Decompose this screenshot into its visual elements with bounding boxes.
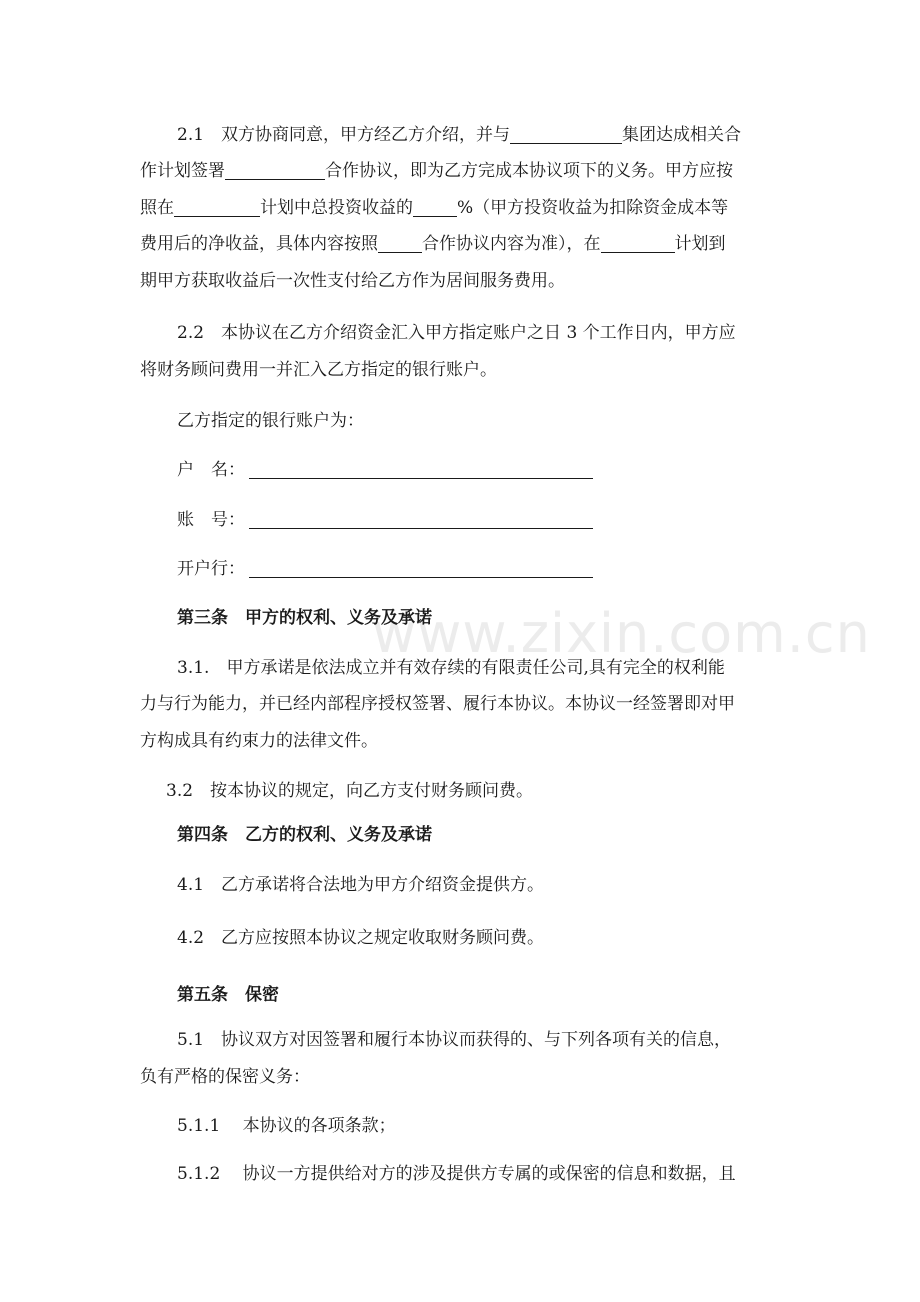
clause-4-2: 4.2 乙方应按照本协议之规定收取财务顾问费。 — [177, 928, 545, 948]
blank-field-group[interactable] — [510, 123, 622, 144]
clause-2-2-line-1: 2.2 本协议在乙方介绍资金汇入甲方指定账户之日 3 个工作日内，甲方应 — [177, 323, 736, 343]
bank-name-row — [177, 458, 785, 482]
clause-text: 计划到 — [674, 234, 726, 254]
clause-text: 集团达成相关合 — [622, 125, 742, 145]
bank-account-label: 账 号： — [177, 510, 245, 530]
clause-2-1-line-2 — [140, 159, 785, 183]
blank-field-plan-2[interactable] — [601, 232, 675, 253]
blank-field-agreement-2[interactable] — [378, 232, 422, 253]
clause-text: %（甲方投资收益为扣除资金成本等 — [457, 198, 729, 218]
bank-account-row — [177, 508, 785, 532]
article-5-title: 第五条 保密 — [177, 985, 279, 1005]
article-4-title: 第四条 乙方的权利、义务及承诺 — [177, 825, 432, 845]
clause-5-1-2: 5.1.2 协议一方提供给对方的涉及提供方专属的或保密的信息和数据，且 — [177, 1164, 736, 1184]
blank-field-plan[interactable] — [174, 196, 260, 217]
blank-field-agreement[interactable] — [225, 159, 325, 180]
bank-branch-row — [177, 557, 785, 581]
clause-4-1: 4.1 乙方承诺将合法地为甲方介绍资金提供方。 — [177, 875, 545, 895]
clause-5-1-1: 5.1.1 本协议的各项条款； — [177, 1116, 396, 1136]
article-3-title: 第三条 甲方的权利、义务及承诺 — [177, 608, 432, 628]
watermark: www.zixin.com.cn — [372, 602, 871, 665]
clause-3-1-line-3: 方构成具有约束力的法律文件。 — [140, 731, 378, 751]
bank-branch-label: 开户行： — [177, 559, 245, 579]
clause-text: 作计划签署 — [140, 161, 225, 181]
clause-text: 合作协议，即为乙方完成本协议项下的义务。甲方应按 — [325, 161, 733, 181]
clause-2-1-line-1 — [177, 123, 785, 147]
clause-3-1-line-1: 3.1. 甲方承诺是依法成立并有效存续的有限责任公司,具有完全的权利能 — [177, 658, 725, 678]
bank-branch-field[interactable] — [249, 557, 593, 578]
bank-intro: 乙方指定的银行账户为： — [177, 411, 364, 431]
clause-5-1-line-2: 负有严格的保密义务： — [140, 1067, 310, 1087]
clause-text: 费用后的净收益，具体内容按照 — [140, 234, 378, 254]
clause-3-1-line-2: 力与行为能力，并已经内部程序授权签署、履行本协议。本协议一经签署即对甲 — [140, 694, 735, 714]
clause-text: 照在 — [140, 198, 174, 218]
bank-name-label: 户 名： — [177, 460, 245, 480]
clause-5-1-line-1: 5.1 协议双方对因签署和履行本协议而获得的、与下列各项有关的信息， — [177, 1030, 732, 1050]
bank-name-field[interactable] — [249, 458, 593, 479]
clause-text: 合作协议内容为准），在 — [422, 234, 601, 254]
clause-2-1-line-3 — [140, 196, 785, 220]
blank-field-percent[interactable] — [413, 196, 457, 217]
clause-2-1-line-4 — [140, 232, 785, 256]
clause-2-2-line-2: 将财务顾问费用一并汇入乙方指定的银行账户。 — [140, 360, 497, 380]
clause-3-2: 3.2 按本协议的规定，向乙方支付财务顾问费。 — [166, 781, 534, 801]
clause-2-1-line-5: 期甲方获取收益后一次性支付给乙方作为居间服务费用。 — [140, 271, 565, 291]
clause-text: 计划中总投资收益的 — [260, 198, 413, 218]
clause-text: 2.1 双方协商同意，甲方经乙方介绍，并与 — [177, 125, 511, 145]
bank-account-field[interactable] — [249, 508, 593, 529]
